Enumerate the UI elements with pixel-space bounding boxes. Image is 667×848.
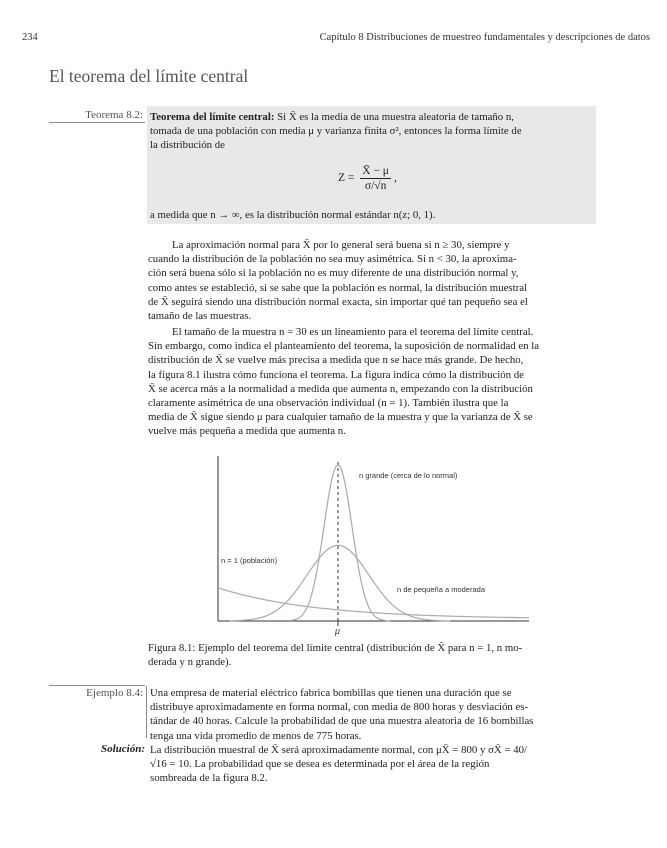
theorem-label: Teorema 8.2: (85, 109, 143, 121)
caption-line: derada y n grande). (148, 656, 232, 668)
theorem-line1: Si X̄ es la media de una muestra aleatoria de tamaño n, (274, 111, 514, 123)
theorem-line3: la distribución de (150, 139, 225, 152)
label-n-large: n grande (cerca de lo normal) (359, 471, 458, 480)
caption-line: Figura 8.1: Ejemplo del teorema del límite central (distribución de X̄ para n = 1, n mo- (148, 642, 523, 654)
example-bar (146, 686, 147, 738)
para1-line: cuando la distribución de la población no sea muy asimétrica. Si n < 30, la aproxima- (148, 253, 517, 266)
theorem-name: Teorema del límite central: (150, 111, 275, 123)
para1-line: La aproximación normal para X̄ por lo general será buena si n ≥ 30, siempre y (172, 239, 510, 251)
para2-line: Sin embargo, como indica el planteamiento del teorema, la suposición de normalidad en la (148, 340, 540, 353)
solution-line: La distribución muestral de X̄ será aproximadamente normal, con μX̄ = 800 y σX̄ = 40/ (150, 744, 527, 756)
solution-label: Solución: (100, 743, 145, 755)
running-title: Capítulo 8 Distribuciones de muestreo fundamentales y descripciones de datos (319, 32, 650, 43)
theorem-line2: tomada de una población con media μ y varianza finita σ², entonces la forma límite de (150, 125, 522, 138)
formula-lhs: Z = (338, 172, 355, 185)
example-line: distribuye aproximadamente en forma normal, con media de 800 horas y desviación es- (150, 701, 529, 714)
label-n-moderate: n de pequeña a moderada (397, 585, 485, 594)
example-label: Ejemplo 8.4: (86, 687, 143, 699)
page-number: 234 (22, 32, 38, 43)
example-line: tándar de 40 horas. Calcule la probabilidad de que una muestra aleatoria de 16 bombillas (150, 715, 534, 728)
para2-line: vuelve más pequeña a medida que aumenta n. (148, 425, 346, 438)
para1-line: tamaño de las muestras. (148, 310, 252, 323)
example-line: Una empresa de material eléctrico fabrica bombillas que tienen una duración que se (150, 687, 512, 699)
para2-line: la figura 8.1 ilustra cómo funciona el teorema. La figura indica cómo la distribución de (148, 368, 524, 381)
example-text (150, 686, 596, 743)
formula-denominator: σ/√n (364, 180, 387, 192)
label-n-one: n = 1 (población) (221, 556, 278, 565)
figure-caption (148, 641, 597, 669)
solution-line: sombreada de la figura 8.2. (150, 772, 268, 785)
para2-line: media de X̄ sigue siendo μ para cualquier tamaño de la muestra y que la varianza de X̄ se (148, 411, 533, 424)
para2-line: distribución de X̄ se vuelve más precisa a medida que n se hace más grande. De hecho, (148, 354, 524, 367)
para1-line: de X̄ seguirá siendo una distribución normal exacta, sin importar qué tan pequeño sea el (148, 295, 528, 308)
mu-label: μ (335, 626, 340, 636)
para2-line: claramente asimétrica de una observación individual (n = 1). También ilustra que la (148, 397, 509, 410)
para2-line: X̄ se acerca más a la normalidad a medida que aumenta n, empezando con la distribución (148, 382, 533, 395)
example-rule (49, 685, 145, 686)
example-line: tenga una vida promedio de menos de 775 horas. (150, 729, 362, 742)
curve-n-large (290, 465, 390, 621)
formula-tail: , (393, 172, 397, 185)
solution-text (150, 743, 596, 786)
para1-line: como antes se estableció, si se sabe que la población es normal, la distribución muestral (148, 281, 527, 294)
theorem-conclusion: a medida que n → ∞, es la distribución normal estándar n(z; 0, 1). (150, 209, 436, 221)
para2-line: El tamaño de la muestra n = 30 es un lineamiento para el teorema del límite central. (172, 326, 534, 338)
para1-line: ción será buena sólo si la población no es muy diferente de una distribución normal y, (148, 267, 519, 280)
section-title: El teorema del límite central (49, 66, 249, 86)
formula-numerator: X̄ − μ (362, 165, 389, 177)
solution-line: √16 = 10. La probabilidad que se desea es determinada por el área de la región (150, 758, 490, 771)
